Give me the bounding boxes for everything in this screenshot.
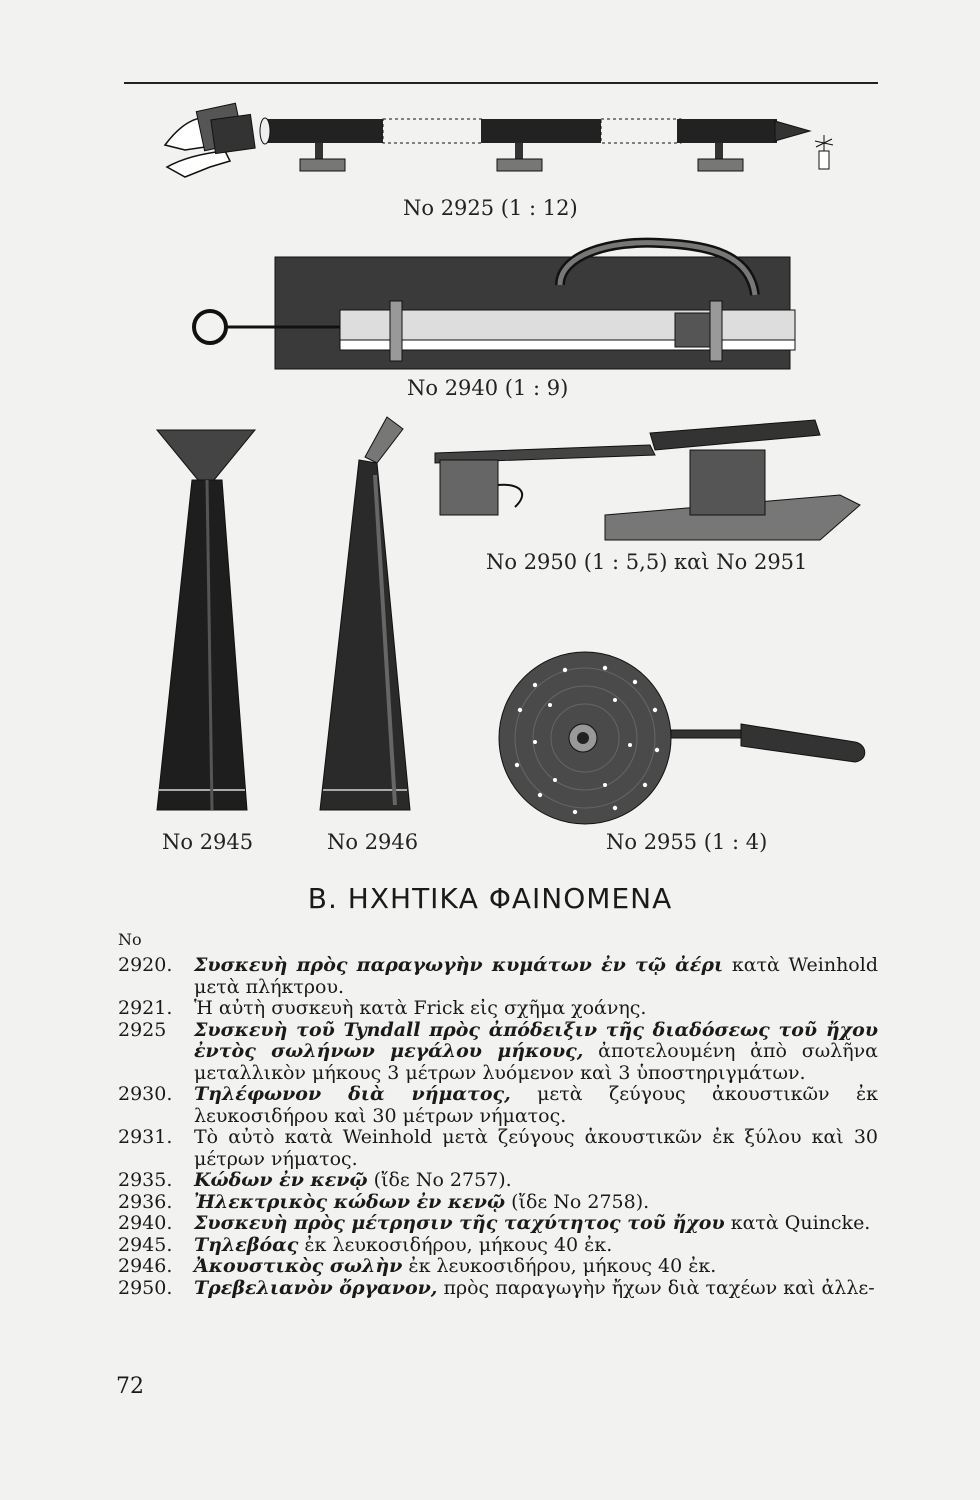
catalog-entries <box>118 955 878 1299</box>
catalog-entry <box>118 1235 878 1257</box>
acoustic-tube-illustration <box>315 415 415 820</box>
catalog-entry <box>118 1020 878 1085</box>
entry-description: κατὰ Weinhold μετὰ πλήκτρου. <box>194 954 878 998</box>
speaking-trumpet-illustration <box>152 425 262 820</box>
entry-number: 2921. <box>118 997 173 1019</box>
catalog-entry <box>118 1213 878 1235</box>
catalog-entry <box>118 955 878 998</box>
entry-title: Συσκευὴ πρὸς μέτρησιν τῆς ταχύτητος τοῦ ἤχου <box>194 1212 725 1234</box>
entry-description: (ἴδε No 2757). <box>367 1169 512 1191</box>
entry-number: 2936. <box>118 1190 173 1213</box>
caption-2925: No 2925 (1 : 12) <box>403 196 578 220</box>
entry-description: ἀποτελουμένη ἀπὸ σωλῆνα μεταλλικὸν μήκους 3 μέτρων λυόμενον καὶ 3 ὑποστηριγμάτων. <box>194 1040 878 1084</box>
entry-number: 2940. <box>118 1212 173 1234</box>
no-column-label: No <box>118 930 142 949</box>
entry-description: μετὰ ζεύγους ἀκουστικῶν ἐκ λευκοσιδήρου καὶ 30 μέτρων νήματος. <box>194 1083 879 1127</box>
trevelyan-rocker-illustration <box>430 415 870 550</box>
entry-number: 2931. <box>118 1126 173 1148</box>
entry-description: ἐκ λευκοσιδήρου, μήκους 40 ἐκ. <box>298 1233 613 1256</box>
entry-title: Τηλέφωνον διὰ νήματος, <box>194 1083 511 1105</box>
entry-number: 2920. <box>118 954 173 976</box>
caption-2955: No 2955 (1 : 4) <box>606 830 768 854</box>
entry-description: Τὸ αὐτὸ κατὰ Weinhold μετὰ ζεύγους ἀκουστικῶν ἐκ ξύλου καὶ 30 μέτρων νήματος. <box>194 1126 878 1170</box>
entry-title: Συσκευὴ τοῦ Tyndall πρὸς ἀπόδειξιν τῆς διαδόσεως τοῦ ἤχου ἐντὸς σωλήνων μεγάλου μήκους, <box>194 1018 878 1062</box>
entry-title: Κώδων ἐν κενῷ <box>194 1169 368 1191</box>
entry-number: 2946. <box>118 1255 173 1277</box>
caption-2945: No 2945 <box>162 830 254 854</box>
catalog-entry <box>118 1170 878 1192</box>
entry-description: Ἡ αὐτὴ συσκευὴ κατὰ Frick εἰς σχῆμα χοάνης. <box>194 997 647 1019</box>
caption-2950: No 2950 (1 : 5,5) καὶ No 2951 <box>486 550 808 574</box>
section-title: B. ΗΧΗΤΙΚΑ ΦΑΙΝΟΜΕΝΑ <box>307 882 673 915</box>
entry-description: πρὸς παραγωγὴν ἤχων διὰ ταχέων καὶ ἀλλε- <box>437 1276 875 1299</box>
entry-number: 2950. <box>118 1276 173 1299</box>
quincke-apparatus-illustration <box>190 235 800 375</box>
entry-number: 2925 <box>118 1018 167 1041</box>
siren-disc-illustration <box>495 650 875 830</box>
entry-title: Τρεβελιανὸν ὄργανον, <box>194 1276 438 1299</box>
entry-number: 2930. <box>118 1083 173 1105</box>
page-number: 72 <box>116 1374 144 1399</box>
entry-title: Συσκευὴ πρὸς παραγωγὴν κυμάτων ἐν τῷ ἀέρι <box>194 954 724 976</box>
entry-title: Ἀκουστικὸς σωλὴν <box>194 1255 403 1277</box>
catalog-entry <box>118 1127 878 1170</box>
entry-number: 2945. <box>118 1233 173 1256</box>
entry-title: Τηλεβόας <box>194 1233 299 1256</box>
catalog-entry <box>118 1084 878 1127</box>
top-rule <box>124 82 878 84</box>
tyndall-tube-illustration <box>155 95 845 185</box>
entry-title: Ἠλεκτρικὸς κώδων ἐν κενῷ <box>194 1190 506 1213</box>
entry-number: 2935. <box>118 1169 173 1191</box>
catalog-entry <box>118 1192 878 1214</box>
catalog-entry <box>118 1256 878 1278</box>
entry-description: ἐκ λευκοσιδήρου, μήκους 40 ἐκ. <box>402 1255 717 1277</box>
entry-description: (ἴδε No 2758). <box>505 1190 650 1213</box>
caption-2940: No 2940 (1 : 9) <box>407 376 569 400</box>
catalog-entry <box>118 1278 878 1300</box>
entry-description: κατὰ Quincke. <box>724 1212 871 1234</box>
catalog-entry <box>118 998 878 1020</box>
caption-2946: No 2946 <box>327 830 419 854</box>
